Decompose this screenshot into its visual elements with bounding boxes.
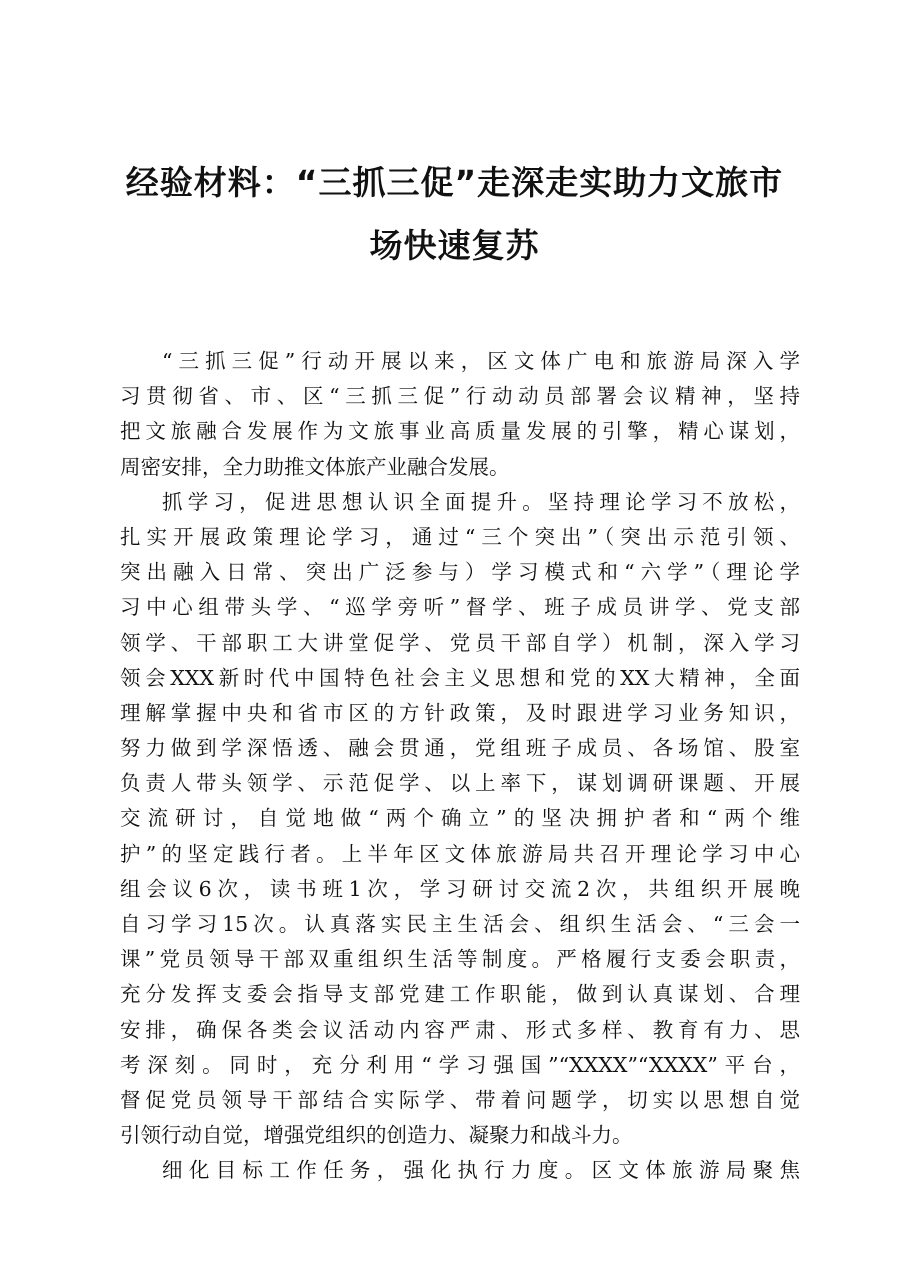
paragraph-2-line-12: 组会议6次，读书班1次，学习研讨交流2次，共组织开展晚 bbox=[120, 876, 800, 901]
paragraph-3-line-1: 细化目标工作任务，强化执行力度。区文体旅游局聚焦 bbox=[162, 1158, 800, 1183]
document-body bbox=[120, 344, 800, 1189]
paragraph-2-line-19: 引领行动自觉，增强党组织的创造力、凝聚力和战斗力。 bbox=[120, 1123, 633, 1148]
paragraph-2-line-3: 突出融入日常、突出广泛参与）学习模式和“六学”（理论学 bbox=[120, 560, 800, 585]
paragraph-2-line-7: 理解掌握中央和省市区的方针政策，及时跟进学习业务知识， bbox=[120, 700, 800, 725]
paragraph-2-line-11: 护”的坚定践行者。上半年区文体旅游局共召开理论学习中心 bbox=[120, 841, 800, 866]
paragraph-2-line-6: 领会XXX新时代中国特色社会主义思想和党的XX大精神，全面 bbox=[120, 665, 800, 690]
paragraph-1-line-2: 习贯彻省、市、区“三抓三促”行动动员部署会议精神，坚持 bbox=[120, 384, 800, 409]
paragraph-1-line-4: 周密安排，全力助推文体旅产业融合发展。 bbox=[120, 454, 510, 479]
paragraph-2-line-2: 扎实开展政策理论学习，通过“三个突出”（突出示范引领、 bbox=[120, 524, 800, 549]
paragraph-2-line-15: 充分发挥支委会指导支部党建工作职能，做到认真谋划、合理 bbox=[120, 982, 800, 1007]
paragraph-2-line-1: 抓学习，促进思想认识全面提升。坚持理论学习不放松， bbox=[162, 489, 800, 514]
document-title-line-1: 经验材料：“三抓三促”走深走实助力文旅市 bbox=[125, 163, 784, 202]
paragraph-1-line-3: 把文旅融合发展作为文旅事业高质量发展的引擎，精心谋划， bbox=[120, 419, 800, 444]
paragraph-2-line-4: 习中心组带头学、“巡学旁听”督学、班子成员讲学、党支部 bbox=[120, 595, 800, 620]
paragraph-2-line-5: 领学、干部职工大讲堂促学、党员干部自学）机制，深入学习 bbox=[120, 630, 800, 655]
paragraph-2-line-9: 负责人带头领学、示范促学、以上率下，谋划调研课题、开展 bbox=[120, 771, 800, 796]
paragraph-2-line-13: 自习学习15次。认真落实民主生活会、组织生活会、“三会一 bbox=[120, 912, 800, 936]
paragraph-2-line-16: 安排，确保各类会议活动内容严肃、形式多样、教育有力、思 bbox=[120, 1017, 800, 1042]
document-title-line-2: 场快速复苏 bbox=[369, 226, 540, 265]
paragraph-1-line-1: “三抓三促”行动开展以来，区文体广电和旅游局深入学 bbox=[162, 349, 800, 373]
paragraph-2-line-10: 交流研讨，自觉地做“两个确立”的坚决拥护者和“两个维 bbox=[120, 806, 800, 831]
paragraph-2-line-8: 努力做到学深悟透、融会贯通，党组班子成员、各场馆、股室 bbox=[120, 736, 800, 761]
paragraph-2-line-17: 考深刻。同时，充分利用“学习强国”“XXXX”“XXXX”平台， bbox=[120, 1052, 800, 1077]
paragraph-2-line-18: 督促党员领导干部结合实际学、带着问题学，切实以思想自觉 bbox=[120, 1087, 800, 1112]
paragraph-2-line-14: 课”党员领导干部双重组织生活等制度。严格履行支委会职责， bbox=[120, 947, 800, 972]
